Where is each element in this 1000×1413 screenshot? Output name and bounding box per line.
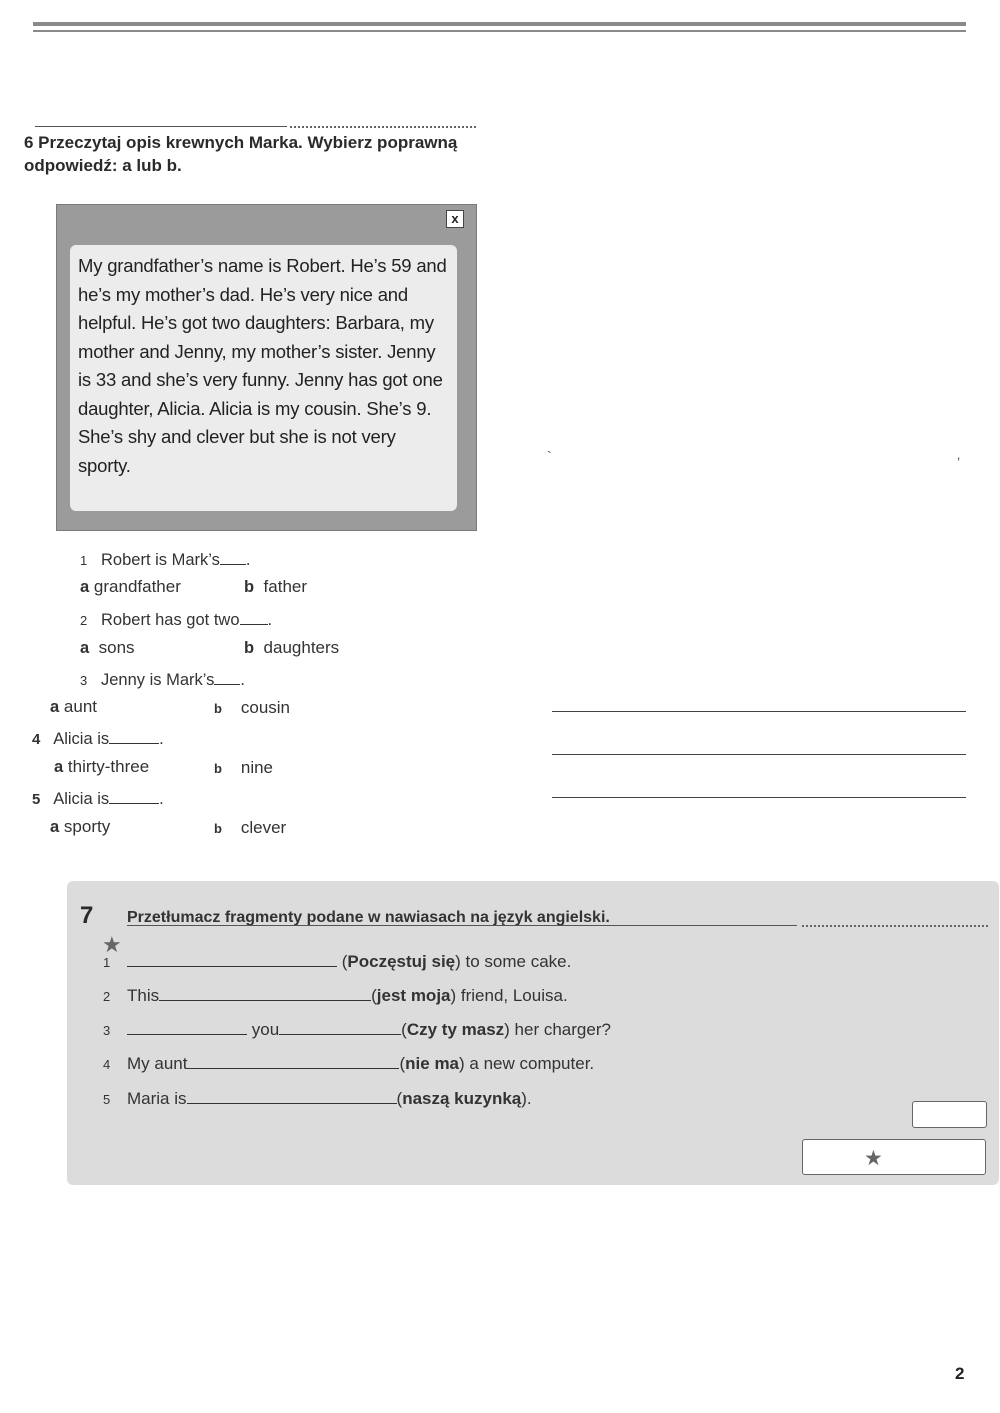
- row-number: 2: [103, 989, 111, 1004]
- option-text: sons: [98, 638, 135, 657]
- question-number: 3: [80, 673, 88, 688]
- page-number: 2: [955, 1364, 965, 1383]
- answer-line-1[interactable]: [552, 711, 966, 712]
- option-letter: a: [50, 818, 60, 836]
- stray-mark-left: `: [547, 448, 552, 464]
- row-number: 4: [103, 1057, 111, 1072]
- bracket-open: (: [396, 1089, 403, 1108]
- sentence-start: Maria is: [127, 1089, 187, 1108]
- option-text: sporty: [63, 817, 111, 836]
- option-text: clever: [240, 818, 287, 837]
- reading-text-panel: [70, 245, 457, 511]
- question-text: Jenny is Mark’s: [101, 671, 215, 689]
- answer-gap[interactable]: [279, 1018, 401, 1035]
- option-1b[interactable]: [244, 577, 307, 597]
- answer-line-2[interactable]: [552, 754, 966, 755]
- question-end: .: [159, 790, 164, 808]
- option-letter: b: [244, 578, 255, 596]
- answer-gap[interactable]: [109, 727, 159, 744]
- sentence-end: ) to some cake.: [455, 952, 572, 971]
- question-number: 4: [32, 731, 41, 748]
- sentence-start: This: [127, 986, 160, 1005]
- translation-row-4: [127, 1052, 594, 1074]
- star-icon: ★: [864, 1147, 883, 1170]
- translation-row-1: [127, 950, 571, 972]
- sentence-end: ) a new computer.: [459, 1054, 595, 1073]
- question-1: [80, 548, 251, 570]
- option-letter: a: [54, 758, 64, 776]
- question-text: Alicia is: [53, 730, 110, 748]
- option-letter: b: [214, 821, 222, 836]
- exercise-7-dotted-rule: [802, 925, 988, 927]
- option-text: nine: [240, 758, 273, 777]
- translation-row-5: [127, 1087, 532, 1109]
- sentence-mid: you: [251, 1020, 280, 1039]
- exercise-7-rule: [127, 925, 797, 926]
- question-end: .: [245, 551, 251, 569]
- row-number: 5: [103, 1092, 111, 1107]
- question-2: [80, 608, 272, 630]
- exercise-7-title: Przetłumacz fragmenty podane w nawiasach na język angielski.: [127, 909, 610, 926]
- question-end: .: [267, 611, 273, 629]
- question-number: 5: [32, 791, 41, 808]
- answer-gap[interactable]: [159, 984, 371, 1001]
- option-text: daughters: [263, 638, 340, 657]
- score-box[interactable]: [912, 1101, 987, 1128]
- option-2a[interactable]: [80, 638, 135, 658]
- stray-mark-right: ‚: [957, 446, 961, 462]
- header-rule: [33, 22, 966, 26]
- row-number: 1: [103, 955, 111, 970]
- option-5a[interactable]: [50, 817, 110, 837]
- option-1a[interactable]: [80, 577, 181, 597]
- question-text: Robert is Mark’s: [101, 551, 220, 569]
- bracket-open: (: [399, 1054, 406, 1073]
- answer-gap[interactable]: [220, 548, 246, 565]
- question-text: Alicia is: [53, 790, 110, 808]
- polish-phrase: Czy ty masz: [406, 1020, 505, 1039]
- answer-gap[interactable]: [109, 787, 159, 804]
- exercise-6-rule: [35, 126, 287, 127]
- close-icon[interactable]: x: [446, 210, 464, 228]
- answer-gap[interactable]: [127, 1018, 247, 1035]
- option-text: grandfather: [93, 577, 181, 596]
- bracket-open: (: [401, 1020, 407, 1039]
- question-3: [80, 668, 245, 690]
- row-number: 3: [103, 1023, 111, 1038]
- translation-row-2: [127, 984, 568, 1006]
- option-4a[interactable]: [54, 757, 149, 777]
- header-rule-thin: [33, 30, 966, 32]
- polish-phrase: jest moja: [376, 986, 451, 1005]
- sentence-end: ) her charger?: [504, 1020, 611, 1039]
- option-2b[interactable]: [244, 638, 339, 658]
- sentence-end: ) friend, Louisa.: [450, 986, 568, 1005]
- option-letter: b: [214, 761, 222, 776]
- polish-phrase: Poczęstuj się: [347, 952, 456, 971]
- option-text: father: [263, 577, 308, 596]
- option-5b[interactable]: [214, 818, 286, 838]
- answer-gap[interactable]: [127, 950, 337, 967]
- option-letter: a: [50, 698, 60, 716]
- sentence-end: ).: [521, 1089, 532, 1108]
- translation-row-3: [127, 1018, 611, 1040]
- polish-phrase: naszą kuzynką: [402, 1089, 522, 1108]
- option-letter: b: [214, 701, 222, 716]
- question-end: .: [159, 730, 164, 748]
- option-letter: b: [244, 639, 255, 657]
- option-text: thirty-three: [67, 757, 150, 776]
- polish-phrase: nie ma: [405, 1054, 460, 1073]
- exercise-6-title: 6 Przeczytaj opis krewnych Marka. Wybierz poprawną odpowiedź: a lub b.: [24, 133, 458, 175]
- question-4: [32, 727, 164, 749]
- star-score-box[interactable]: [802, 1139, 986, 1175]
- option-3a[interactable]: [50, 697, 97, 717]
- exercise-7-number: 7: [80, 902, 94, 929]
- option-3b[interactable]: [214, 698, 290, 718]
- question-5: [32, 787, 164, 809]
- sentence-start: My aunt: [127, 1054, 188, 1073]
- bracket-open: (: [341, 952, 348, 971]
- answer-gap[interactable]: [187, 1052, 399, 1069]
- answer-gap[interactable]: [187, 1087, 397, 1104]
- option-4b[interactable]: [214, 758, 273, 778]
- question-text: Robert has got two: [101, 611, 240, 629]
- option-letter: a: [80, 639, 90, 657]
- question-number: 2: [80, 613, 88, 628]
- reading-text: My grandfather’s name is Robert. He’s 59 and he’s my mother’s dad. He’s very nice and helpful. He’s got two daughters: Barbara, my mother and Jenny, my mother’s sister. Jenny is 33 and she’s very funny. Jenny has got one daughter, Alicia. Alicia is my cousin. She’s 9. She’s shy and clever but she is not very sporty.: [78, 255, 447, 476]
- answer-gap[interactable]: [240, 608, 268, 625]
- question-number: 1: [80, 553, 88, 568]
- option-text: cousin: [240, 698, 290, 717]
- option-letter: a: [80, 578, 90, 596]
- exercise-6-dotted-rule: [290, 126, 476, 128]
- answer-gap[interactable]: [214, 668, 240, 685]
- option-text: aunt: [63, 697, 98, 716]
- answer-line-3[interactable]: [552, 797, 966, 798]
- star-icon: ★: [102, 932, 122, 957]
- question-end: .: [240, 671, 245, 689]
- bracket-open: (: [371, 986, 377, 1005]
